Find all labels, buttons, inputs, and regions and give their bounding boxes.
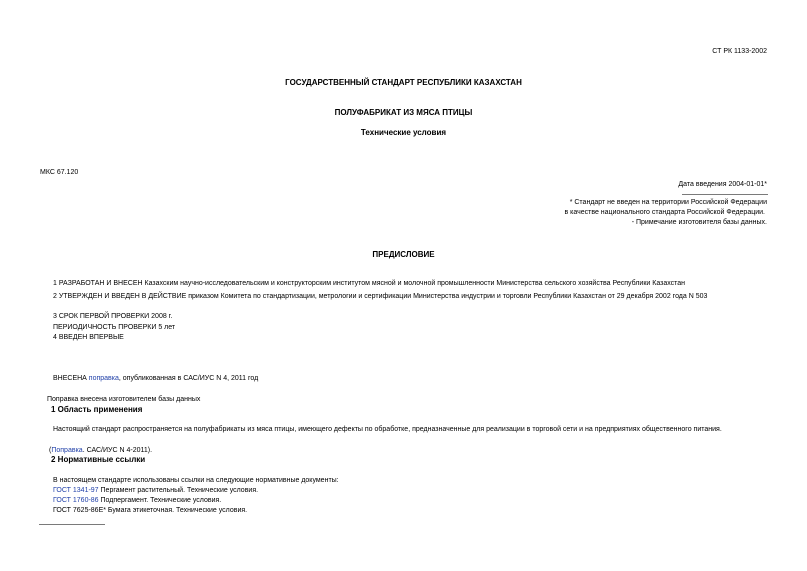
introduction-date: Дата введения 2004-01-01*	[678, 181, 767, 188]
reference-code-text: ГОСТ 7625-86Е*	[53, 507, 106, 514]
mks-code: МКС 67.120	[40, 169, 79, 176]
section-2-heading: 2 Нормативные ссылки	[51, 455, 146, 464]
normative-reference-item	[53, 496, 221, 505]
normative-reference-item	[53, 486, 258, 495]
section-1-heading: 1 Область применения	[51, 405, 143, 414]
section-1-amendment-link[interactable]: Поправка	[51, 447, 83, 454]
reference-title: Бумага этикеточная. Технические условия.	[105, 507, 248, 514]
page-footnote-divider	[39, 524, 105, 525]
document-code: СТ РК 1133-2002	[712, 48, 767, 55]
standard-header-title: ГОСУДАРСТВЕННЫЙ СТАНДАРТ РЕСПУБЛИКИ КАЗАХСТАН	[285, 78, 522, 87]
preface-item-1: 1 РАЗРАБОТАН И ВНЕСЕН Казахским научно-исследовательским и конструкторским институтом мясной и молочной промышленности Министерства сельского хозяйства Республики Казахстан	[53, 280, 686, 287]
normative-reference-item	[53, 506, 247, 515]
preface-heading: ПРЕДИСЛОВИЕ	[372, 250, 435, 259]
document-title: ПОЛУФАБРИКАТ ИЗ МЯСА ПТИЦЫ	[334, 108, 473, 117]
amendment-line	[53, 374, 258, 383]
preface-item-2: 2 УТВЕРЖДЕН И ВВЕДЕН В ДЕЙСТВИЕ приказом Комитета по стандартизации, метрологии и сертификации Министерства индустрии и торговли Республики Казахстан от 29 декабря 2002 года N 503	[53, 293, 708, 300]
document-subtitle: Технические условия	[360, 128, 447, 137]
preface-item-3: 3 СРОК ПЕРВОЙ ПРОВЕРКИ 2008 г.	[53, 313, 173, 320]
reference-code-link[interactable]: ГОСТ 1760-86	[53, 497, 99, 504]
footnote-line-1: * Стандарт не введен на территории Российской Федерации	[569, 199, 767, 206]
reference-rest: . САС/ИУС N 4-2011).	[82, 447, 153, 454]
amendment-prefix: ВНЕСЕНА	[53, 375, 89, 382]
section-2-intro: В настоящем стандарте использованы ссылки на следующие нормативные документы:	[53, 477, 339, 484]
reference-title: Подпергамент. Технические условия.	[98, 497, 222, 504]
preface-item-4: 4 ВВЕДЕН ВПЕРВЫЕ	[53, 334, 124, 341]
footnote-divider	[682, 194, 768, 195]
section-1-text: Настоящий стандарт распространяется на полуфабрикаты из мяса птицы, имеющего дефекты по обработке, предназначенные для реализации в торговой сети и на предприятиях общественного питания.	[53, 426, 722, 433]
footnote-line-3: - Примечание изготовителя базы данных.	[631, 219, 767, 226]
reference-title: Пергамент растительный. Технические условия.	[98, 487, 259, 494]
reference-open-paren: (	[49, 447, 52, 454]
reference-code-link[interactable]: ГОСТ 1341-97	[53, 487, 99, 494]
section-1-amendment-reference	[49, 446, 152, 455]
amendment-suffix: , опубликованная в САС/ИУС N 4, 2011 год	[118, 375, 259, 382]
preface-item-3-periodicity: ПЕРИОДИЧНОСТЬ ПРОВЕРКИ 5 лет	[53, 324, 176, 331]
amendment-link[interactable]: поправка	[88, 375, 119, 382]
footnote-line-2: в качестве национального стандарта Российской Федерации.	[564, 209, 765, 216]
amendment-note: Поправка внесена изготовителем базы данных	[47, 396, 201, 403]
